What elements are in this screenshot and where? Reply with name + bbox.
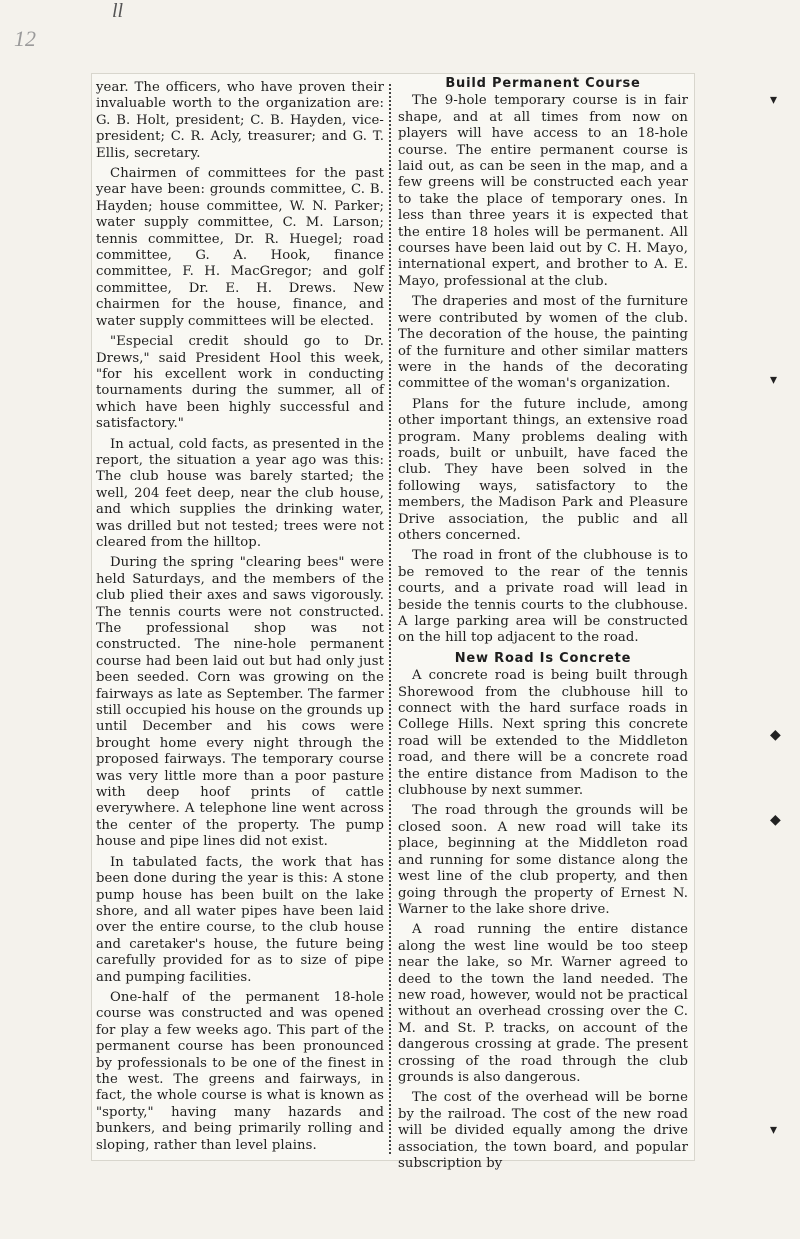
right-paragraph: The 9-hole temporary course is in fair shape, and at all times from now on players will have access to an 18-hole course. The entire permanent course is laid out, as can be seen in the map, and a few greens will be constructed each year to take the place of temporary ones. In less than three years it is expected that the entire 18 holes will be permanent. All courses have been laid out by C. H. Mayo, international expert, and brother to A. E. Mayo, professional at the club. <box>398 93 688 289</box>
subheading-new-road-is-concrete: New Road Is Concrete <box>454 650 632 666</box>
handwritten-page-number: 12 <box>14 26 36 51</box>
left-paragraph: In tabulated facts, the work that has been done during the year is this: A stone pump house has been built on the lake shore, and all water pipes have been laid over the entire course, to the club house and caretaker's house, the future being carefully provided for as to size of pipe and pumping facilities. <box>96 854 384 985</box>
right-paragraph: A concrete road is being built through Shorewood from the clubhouse hill to connect with the hard surface roads in College Hills. Next spring this concrete road will be extended to the Middleton road, and there will be a concrete road the entire distance from Madison to the clubhouse by next summer. <box>398 668 688 799</box>
newspaper-clipping <box>92 74 694 1171</box>
binding-mark-icon: ◆ <box>770 812 781 828</box>
top-handwritten-mark: ll <box>112 0 124 22</box>
right-paragraph: Plans for the future include, among other important things, an extensive road program. Many problems dealing with roads, built or unbuilt, have faced the club. They have been solved in the following ways, satisfactory to the members, the Madison Park and Pleasure Drive association, the public and all others concerned. <box>398 396 688 543</box>
binding-mark-icon: ▾ <box>770 1122 778 1138</box>
right-paragraph: The draperies and most of the furniture were contributed by women of the club. The decoration of the house, the painting of the furniture and other similar matters were in the hands of the decorating committee of the woman's organization. <box>398 294 688 392</box>
right-paragraph: The cost of the overhead will be borne by the railroad. The cost of the new road will be divided equally among the drive association, the town board, and popular subscription by <box>398 1090 688 1171</box>
left-paragraph: In actual, cold facts, as presented in the report, the situation a year ago was this: The club house was barely started; the well, 204 feet deep, near the club house, and which supplies the drinking water, was drilled but not tested; trees were not cleared from the hilltop. <box>96 436 384 550</box>
left-paragraph: year. The officers, who have proven their invaluable worth to the organization are: G. B. Holt, president; C. B. Hayden, vice-president; C. R. Acly, treasurer; and G. T. Ellis, secretary. <box>96 80 384 161</box>
right-paragraph: A road running the entire distance along the west line would be too steep near the lake, so Mr. Warner agreed to deed to the town the land needed. The new road, however, would not be practical without an overhead crossing over the C. M. and St. P. tracks, on account of the dangerous crossing at grade. The present crossing of the road through the club grounds is also dangerous. <box>398 922 688 1085</box>
right-paragraph: The road through the grounds will be closed soon. A new road will take its place, beginning at the Middleton road and running for some distance along the west line of the club property, and then going through the property of Ernest N. Warner to the lake shore drive. <box>398 803 688 917</box>
right-column <box>398 76 688 1176</box>
left-paragraph: During the spring "clearing bees" were held Saturdays, and the members of the club plied their axes and saws vigorously. The tennis courts were not constructed. The professional shop was not constructed. The nine-hole permanent course had been laid out but had only just been seeded. Corn was growing on the fairways as late as September. The farmer still occupied his house on the grounds up until December and his cows were brought home every night through the proposed fairways. The temporary course was very little more than a poor pasture with deep hoof prints of cattle everywhere. A telephone line went across the center of the property. The pump house and pipe lines did not exist. <box>96 555 384 850</box>
binding-mark-icon: ▾ <box>770 372 778 388</box>
binding-mark-icon: ▾ <box>770 92 778 108</box>
left-paragraph: One-half of the permanent 18-hole course was constructed and was opened for play a few weeks ago. This part of the permanent course has been pronounced by professionals to be one of the finest in the west. The greens and fairways, in fact, the whole course is what is known as "sporty," having many hazards and bunkers, and being primarily rolling and sloping, rather than level plains. <box>96 989 384 1153</box>
left-column <box>96 80 384 1158</box>
left-paragraph: "Especial credit should go to Dr. Drews," said President Hool this week, "for his excellent work in conducting tournaments during the summer, all of which have been highly successful and satisfactory." <box>96 334 384 432</box>
left-paragraph: Chairmen of committees for the past year have been: grounds committee, C. B. Hayden; house committee, W. N. Parker; water supply committee, C. M. Larson; tennis committee, Dr. R. Huegel; road committee, G. A. Hook, finance committee, F. H. MacGregor; and golf committee, Dr. E. H. Drews. New chairmen for the house, finance, and water supply committees will be elected. <box>96 166 384 329</box>
column-divider <box>389 84 391 1154</box>
binding-mark-icon: ◆ <box>770 727 781 743</box>
right-paragraph: The road in front of the clubhouse is to be removed to the rear of the tennis courts, and a private road will lead in beside the tennis courts to the clubhouse. A large parking area will be constructed on the hill top adjacent to the road. <box>398 548 688 646</box>
subheading-build-permanent-course: Build Permanent Course <box>445 76 641 91</box>
